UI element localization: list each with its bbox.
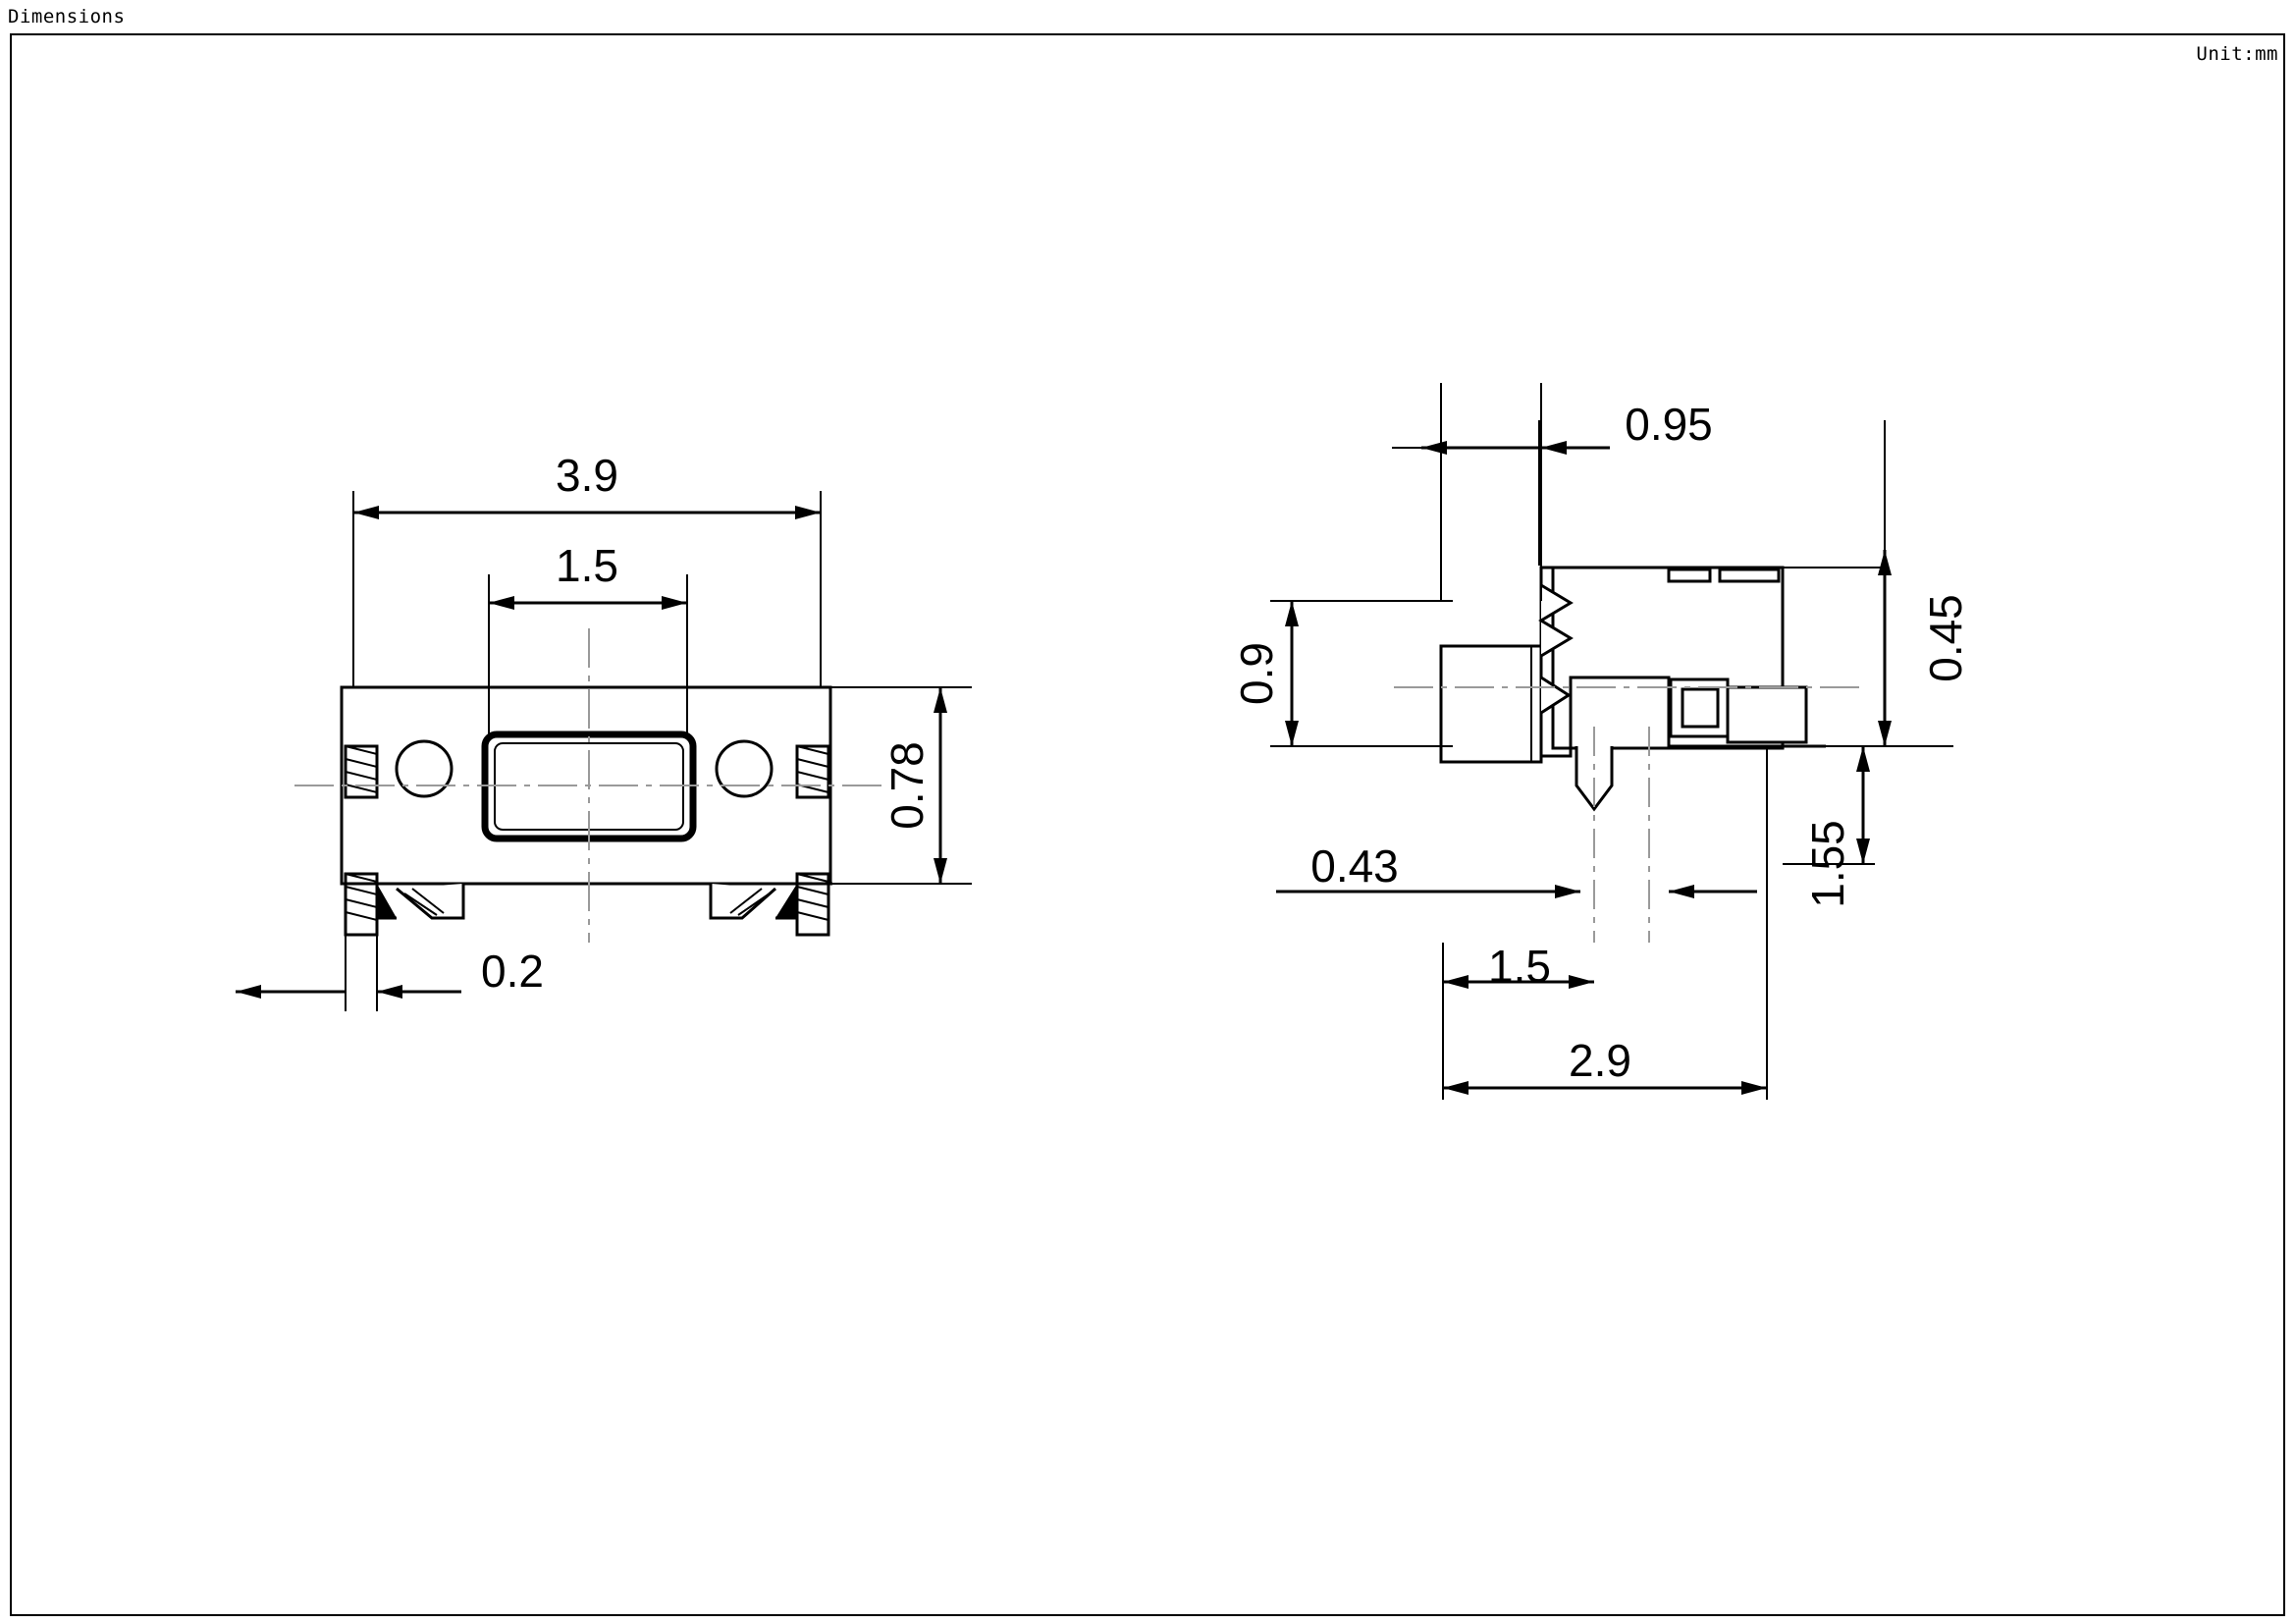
dim-0-95: 0.95	[1625, 399, 1713, 450]
dim-1-5-side: 1.5	[1488, 941, 1551, 992]
unit-label: Unit:mm	[2196, 43, 2278, 65]
dim-2-9: 2.9	[1569, 1035, 1631, 1086]
page-title: Dimensions	[8, 6, 126, 27]
dim-1-5-top: 1.5	[556, 540, 618, 591]
top-view-drawing	[236, 450, 972, 1011]
dim-0-9: 0.9	[1231, 642, 1282, 705]
dim-0-78: 0.78	[881, 741, 933, 830]
side-view-drawing	[1231, 383, 1971, 1100]
dim-1-55: 1.55	[1802, 820, 1853, 908]
dim-0-2: 0.2	[481, 946, 544, 997]
dim-0-45: 0.45	[1920, 594, 1971, 682]
dim-0-43: 0.43	[1310, 840, 1399, 892]
dim-3-9: 3.9	[556, 450, 618, 501]
